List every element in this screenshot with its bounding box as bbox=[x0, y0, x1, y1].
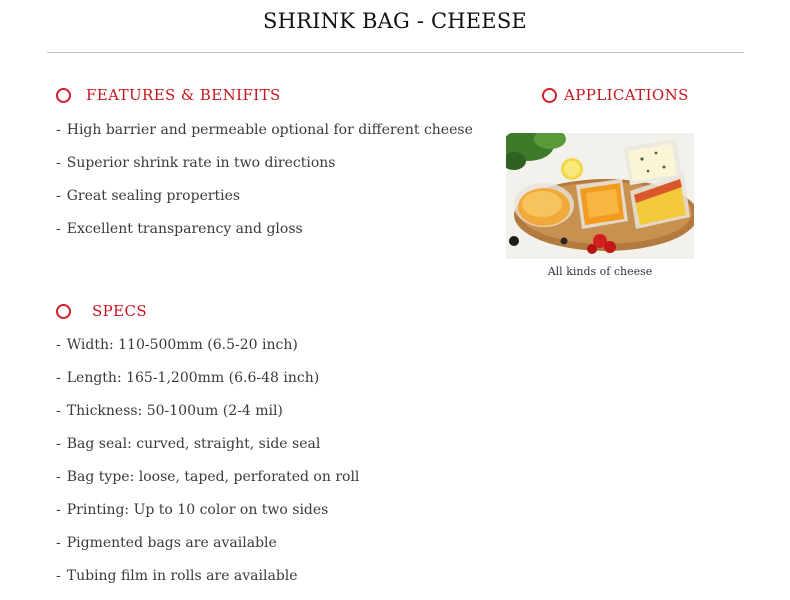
list-item-text: Pigmented bags are available bbox=[66, 535, 277, 551]
list-item-text: Length: 165-1,200mm (6.6-48 inch) bbox=[66, 370, 320, 386]
list-item: - Great sealing properties bbox=[56, 188, 241, 204]
applications-heading-label: APPLICATIONS bbox=[564, 86, 689, 104]
list-item: - High barrier and permeable optional for different cheese bbox=[56, 122, 473, 138]
applications-heading bbox=[542, 86, 689, 104]
list-item-text: High barrier and permeable optional for different cheese bbox=[66, 122, 473, 138]
title-divider bbox=[47, 52, 744, 53]
specs-list bbox=[56, 335, 359, 599]
cheese-photo bbox=[506, 133, 694, 259]
list-item-text: Width: 110-500mm (6.5-20 inch) bbox=[66, 337, 298, 353]
list-item: - Tubing film in rolls are available bbox=[56, 568, 298, 584]
list-item: - Printing: Up to 10 color on two sides bbox=[56, 502, 329, 518]
list-item: - Bag type: loose, taped, perforated on roll bbox=[56, 469, 360, 485]
list-item: - Superior shrink rate in two directions bbox=[56, 155, 336, 171]
list-item-text: Bag type: loose, taped, perforated on roll bbox=[66, 469, 360, 485]
list-item-text: Great sealing properties bbox=[66, 188, 241, 204]
list-item-text: Printing: Up to 10 color on two sides bbox=[66, 502, 329, 518]
features-list bbox=[56, 120, 473, 252]
list-item: - Width: 110-500mm (6.5-20 inch) bbox=[56, 337, 298, 353]
features-heading bbox=[56, 86, 281, 104]
list-item: - Length: 165-1,200mm (6.6-48 inch) bbox=[56, 370, 320, 386]
list-item: - Excellent transparency and gloss bbox=[56, 221, 303, 237]
list-item: - Pigmented bags are available bbox=[56, 535, 277, 551]
specs-heading bbox=[56, 302, 147, 320]
list-item-text: Superior shrink rate in two directions bbox=[66, 155, 336, 171]
features-heading-label: FEATURES & BENIFITS bbox=[86, 86, 281, 104]
list-item-text: Bag seal: curved, straight, side seal bbox=[66, 436, 321, 452]
circle-icon bbox=[56, 304, 71, 319]
list-item: - Thickness: 50-100um (2-4 mil) bbox=[56, 403, 283, 419]
circle-icon bbox=[542, 88, 557, 103]
image-caption: All kinds of cheese bbox=[547, 265, 653, 278]
circle-icon bbox=[56, 88, 71, 103]
list-item-text: Excellent transparency and gloss bbox=[66, 221, 303, 237]
list-item-text: Thickness: 50-100um (2-4 mil) bbox=[66, 403, 283, 419]
list-item-text: Tubing film in rolls are available bbox=[66, 568, 298, 584]
specs-heading-label: SPECS bbox=[92, 302, 148, 320]
page-title: SHRINK BAG - CHEESE bbox=[263, 9, 527, 33]
list-item: - Bag seal: curved, straight, side seal bbox=[56, 436, 321, 452]
